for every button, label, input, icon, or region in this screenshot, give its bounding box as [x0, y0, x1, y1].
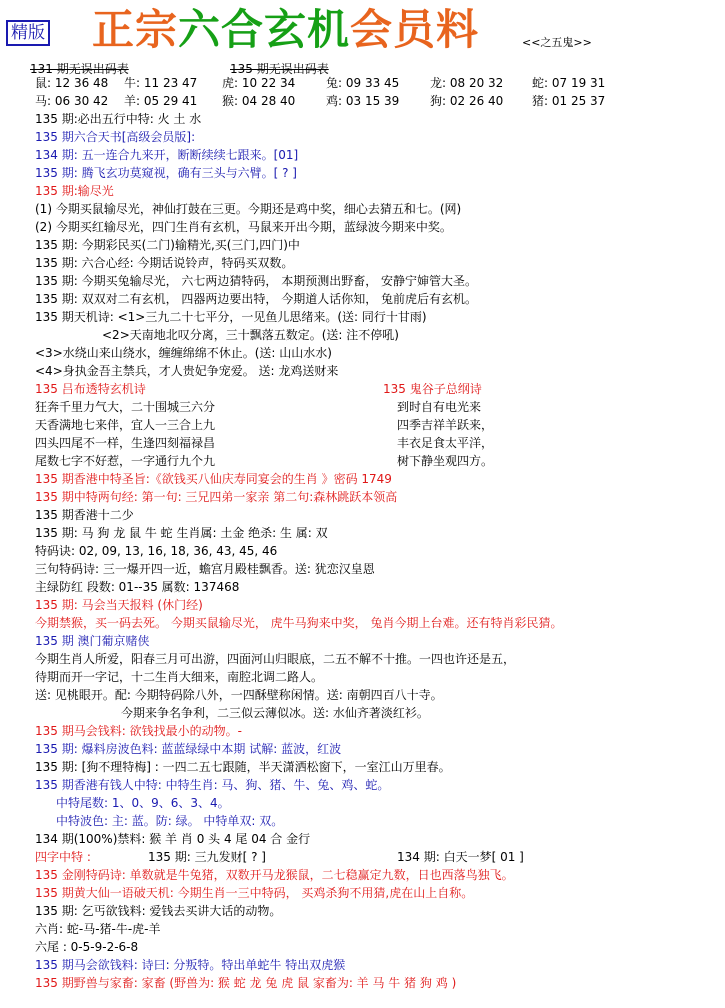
text-line — [0, 344, 725, 362]
text-segment: <3>水绕山来山绕水，缠缠绵绵不休止。(送: 山山水水) — [35, 346, 332, 360]
text-segment: 中特尾数: 1、0、9、6、3、4。 — [56, 796, 230, 810]
text-segment: 羊: 05 29 41 — [124, 94, 198, 108]
text-segment: 135 吕布透特玄机诗 — [35, 382, 146, 396]
text-segment: 131 期无误出码表 — [30, 62, 129, 76]
text-segment: 135 期:输尽光 — [35, 184, 114, 198]
text-line — [0, 974, 725, 992]
text-segment: 今期来争名争利，二三似云薄似冰。送: 水仙齐著淡红衫。 — [121, 706, 429, 720]
text-line — [0, 524, 725, 542]
text-segment: 135 期香港十二少 — [35, 508, 134, 522]
text-segment: 送: 见桃眼开。配: 今期特码除八外，一四酥壁称闲情。送: 南朝四百八十寺。 — [35, 688, 443, 702]
text-segment: (1) 今期买鼠输尽光，神仙打鼓在三更。今期还是鸡中奖，细心去猜五和七。(网) — [35, 202, 462, 216]
text-line — [0, 74, 725, 92]
text-line — [0, 290, 725, 308]
text-line — [0, 308, 725, 326]
text-line — [0, 542, 725, 560]
title-part-3: 会员料 — [350, 5, 480, 54]
text-line — [0, 200, 725, 218]
text-segment: 尾数七字不好惹，一字通行九个九 — [35, 454, 216, 468]
text-line — [0, 740, 725, 758]
text-segment: 蛇: 07 19 31 — [532, 76, 606, 90]
text-line — [0, 416, 725, 434]
text-line — [0, 722, 725, 740]
text-segment: 135 期: 马 狗 龙 鼠 牛 蛇 生肖属: 土金 绝杀: 生 属: 双 — [35, 526, 328, 540]
text-segment: 135 期: 六合心经: 今期话说铃声，特码买双数。 — [35, 256, 294, 270]
text-segment: 135 期: 双双对二有玄机， 四器两边要出特， 今期道人话你知， 兔前虎后有玄机。 — [35, 292, 478, 306]
text-segment: 三句特码诗: 三一爆开四一近，蟾宫月殿桂飘香。送: 犹恋汉皇恩 — [35, 562, 375, 576]
text-line — [0, 920, 725, 938]
text-line — [0, 938, 725, 956]
text-segment: 135 鬼谷子总纲诗 — [383, 382, 482, 396]
text-line — [0, 650, 725, 668]
text-line — [0, 578, 725, 596]
title-part-2: 六合玄机 — [178, 5, 351, 54]
text-segment: 135 期马会欲钱料: 诗曰: 分叛特。特出单蛇牛 特出双虎猴 — [35, 958, 346, 972]
text-segment: 四头四尾不一样，生逢四刻福禄昌 — [35, 436, 216, 450]
text-segment: 135 期: 三九发财[ ? ] — [148, 850, 266, 864]
text-line — [0, 362, 725, 380]
text-segment: 主绿防红 段数: 01--35 属数: 137468 — [35, 580, 240, 594]
text-segment: <4>身执金吾主禁兵，才人贵妃争宠爱。 送: 龙鸡送财来 — [35, 364, 339, 378]
text-segment: 鸡: 03 15 39 — [326, 94, 400, 108]
header — [0, 0, 725, 60]
text-segment: 四季吉祥羊跃来， — [397, 418, 494, 432]
text-line — [0, 60, 725, 74]
text-segment: 134 期: 五一连合九来开，断断续续七跟来。[01] — [35, 148, 299, 162]
text-line — [0, 164, 725, 182]
text-segment: 待期而开一字记，十二生肖大细来，南腔北调二路人。 — [35, 670, 324, 684]
text-line — [0, 128, 725, 146]
text-line — [0, 272, 725, 290]
text-segment: 134 期: 白天一梦[ 01 ] — [397, 850, 524, 864]
text-segment: 六肖: 蛇-马-猪-牛-虎-羊 — [35, 922, 161, 936]
text-segment: 牛: 11 23 47 — [124, 76, 198, 90]
text-line — [0, 632, 725, 650]
text-segment: 135 期天机诗: <1>三九二十七平分，一见鱼儿思绪来。(送: 同行十甘雨) — [35, 310, 427, 324]
text-line — [0, 776, 725, 794]
text-segment: 中特波色: 主: 蓝。防: 绿。 中特单双: 双。 — [56, 814, 284, 828]
text-segment: 135 期马会钱料: 欲钱找最小的动物。- — [35, 724, 242, 738]
text-line — [0, 92, 725, 110]
text-segment: 虎: 10 22 34 — [222, 76, 296, 90]
text-segment: 丰衣足食太平洋， — [397, 436, 494, 450]
text-line — [0, 704, 725, 722]
text-line — [0, 830, 725, 848]
text-segment: 135 金刚特码诗: 单数就是牛兔猪，双数开马龙猴鼠，二七稳赢定九数，日也西落鸟独飞。 — [35, 868, 514, 882]
text-segment: 135 期黄大仙一语破天机: 今期生肖一三中特码， 买鸡杀狗不用猜,虎在山上自称。 — [35, 886, 474, 900]
text-segment: 135 期六合天书[高级会员版]: — [35, 130, 196, 144]
text-line — [0, 560, 725, 578]
text-line — [0, 470, 725, 488]
text-segment: 天香满地七来伴，宜人一三合上九 — [35, 418, 216, 432]
text-line — [0, 488, 725, 506]
text-segment: 135 期野兽与家畜: 家畜 (野兽为: 猴 蛇 龙 兔 虎 鼠 家畜为: 羊 马 牛 猪 狗 鸡 ) — [35, 976, 457, 990]
text-segment: 树下静坐观四方。 — [397, 454, 494, 468]
text-line — [0, 884, 725, 902]
text-segment: <2>天南地北叹分离，三十飘落五数定。(送: 注不停吼) — [102, 328, 399, 342]
text-line — [0, 326, 725, 344]
text-line — [0, 110, 725, 128]
text-segment: 到时自有电光来 — [397, 400, 482, 414]
text-segment: 龙: 08 20 32 — [430, 76, 504, 90]
text-line — [0, 380, 725, 398]
text-segment: 特码诀: 02, 09, 13, 16, 18, 36, 43, 45, 46 — [35, 544, 278, 558]
text-line — [0, 236, 725, 254]
text-line — [0, 758, 725, 776]
page-subtitle: <<之五鬼>> — [522, 36, 592, 49]
text-segment: 兔: 09 33 45 — [326, 76, 400, 90]
text-segment: 135 期: 今期彩民买(二门)输精光,买(三门,四门)中 — [35, 238, 300, 252]
text-segment: 四字中特 : — [35, 850, 91, 864]
text-segment: 狗: 02 26 40 — [430, 94, 504, 108]
text-segment: 鼠: 12 36 48 — [35, 76, 109, 90]
text-segment: 135 期: 腾飞玄功莫窥视，确有三头与六臂。[ ? ] — [35, 166, 297, 180]
text-line — [0, 614, 725, 632]
text-line — [0, 254, 725, 272]
text-line — [0, 452, 725, 470]
text-line — [0, 218, 725, 236]
text-line — [0, 848, 725, 866]
text-segment: 135 期: 马会当天报料 (休门经) — [35, 598, 203, 612]
text-segment: 135 期中特两句经: 第一句: 三兄四弟一家亲 第二句:森林跳跃本领高 — [35, 490, 398, 504]
text-segment: 135 期无误出码表 — [230, 62, 329, 76]
text-segment: 六尾 : 0-5-9-2-6-8 — [35, 940, 139, 954]
text-segment: 135 期香港中特圣旨:《欲钱买八仙庆寿同宴会的生肖 》密码 1749 — [35, 472, 392, 486]
text-segment: 猴: 04 28 40 — [222, 94, 296, 108]
text-line — [0, 866, 725, 884]
text-line — [0, 956, 725, 974]
title-part-1: 正宗 — [92, 5, 179, 54]
text-segment: 135 期: [狗不理特梅] : 一四二五七跟随，半天潇洒松窗下，一室江山万里春。 — [35, 760, 451, 774]
text-line — [0, 146, 725, 164]
text-segment: 今期生肖人所爱，阳春三月可出游，四面河山归眼底，二五不解不十推。一四也许还是五， — [35, 652, 516, 666]
text-segment: 135 期: 乞丐欲钱料: 爱钱去买讲大话的动物。 — [35, 904, 282, 918]
text-segment: 135 期香港有钱人中特: 中特生肖: 马、狗、猪、牛、兔、鸡、蛇。 — [35, 778, 390, 792]
text-segment: 135 期: 爆料房波色料: 蓝蓝绿绿中本期 试解: 蓝波，红波 — [35, 742, 342, 756]
text-segment: 今期禁猴，买一码去死。 今期买鼠输尽光， 虎牛马狗来中奖， 兔肖今期上台难。还有特肖彩民猜。 — [35, 616, 563, 630]
text-line — [0, 902, 725, 920]
text-line — [0, 596, 725, 614]
text-segment: 135 期 澳门葡京赌侠 — [35, 634, 150, 648]
text-segment: 马: 06 30 42 — [35, 94, 109, 108]
text-line — [0, 398, 725, 416]
text-line — [0, 812, 725, 830]
text-line — [0, 182, 725, 200]
edition-badge: 精版 — [6, 20, 50, 46]
text-segment: 猪: 01 25 37 — [532, 94, 606, 108]
text-segment: 134 期(100%)禁料: 猴 羊 肖 0 头 4 尾 04 合 金行 — [35, 832, 311, 846]
text-line — [0, 686, 725, 704]
text-line — [0, 506, 725, 524]
page-title — [92, 4, 479, 56]
text-segment: (2) 今期买红输尽光，四门生肖有玄机，马鼠来开出今期，蓝绿波今期来中奖。 — [35, 220, 452, 234]
text-segment: 135 期: 今期买兔输尽光， 六七两边猜特码， 本期预测出野畜， 安静宁婶管大圣。 — [35, 274, 478, 288]
text-segment: 135 期:必出五行中特: 火 土 水 — [35, 112, 202, 126]
text-segment: 狂奔千里力气大，二十围城三六分 — [35, 400, 216, 414]
content-lines — [0, 60, 725, 992]
text-line — [0, 794, 725, 812]
text-line — [0, 434, 725, 452]
text-line — [0, 668, 725, 686]
